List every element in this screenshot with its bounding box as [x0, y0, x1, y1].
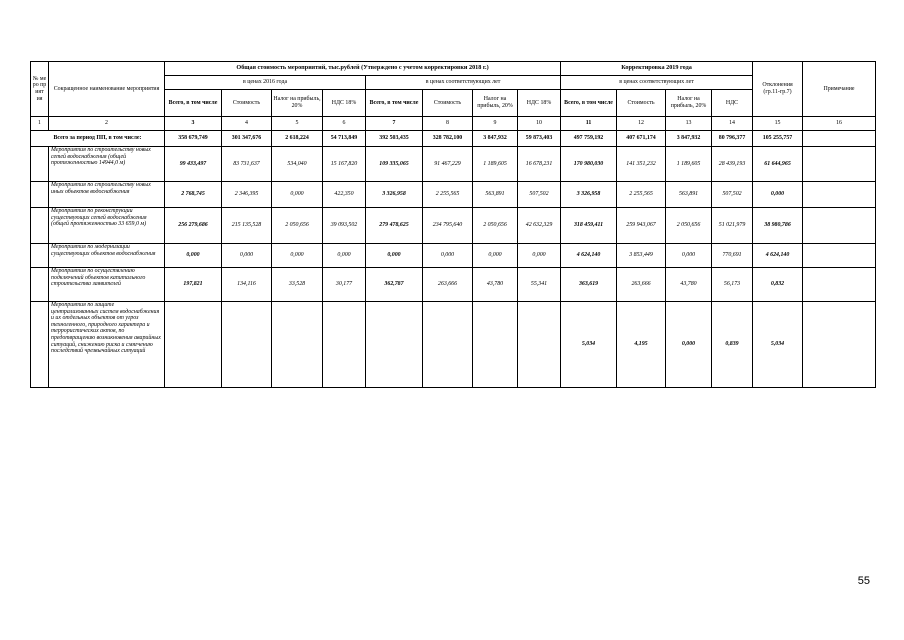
value-cell: 263,666 — [423, 268, 473, 302]
value-cell: 363,619 — [561, 268, 617, 302]
value-cell — [803, 208, 876, 244]
value-cell: 42 632,329 — [518, 208, 561, 244]
value-cell: 362,787 — [366, 268, 423, 302]
total-value-cell: 358 679,749 — [165, 131, 222, 147]
value-cell: 215 135,528 — [222, 208, 272, 244]
value-cell: 0,839 — [712, 302, 753, 388]
value-cell: 0,000 — [423, 244, 473, 268]
row-number-cell — [31, 182, 49, 208]
value-cell: 2 255,565 — [617, 182, 666, 208]
row-name-cell: Мероприятия по строительству новых сетей водоснабжения (общей протяженностью 14944,0 м) — [49, 147, 165, 182]
value-cell: 563,891 — [473, 182, 518, 208]
table-row — [31, 147, 876, 182]
value-cell: 0,000 — [666, 302, 712, 388]
value-cell: 0,000 — [323, 244, 366, 268]
value-cell: 0,000 — [753, 182, 803, 208]
value-cell: 4 624,140 — [561, 244, 617, 268]
row-number-cell — [31, 268, 49, 302]
value-cell: 2 255,565 — [423, 182, 473, 208]
table-row — [31, 182, 876, 208]
value-cell: 1 189,605 — [473, 147, 518, 182]
row-number-cell — [31, 147, 49, 182]
row-name-cell: Мероприятия по осуществлению подключений объектов капитального строительства заявителей — [49, 268, 165, 302]
value-cell: 1 189,605 — [666, 147, 712, 182]
row-name-cell: Мероприятия по строительству новых иных объектов водоснабжения — [49, 182, 165, 208]
value-cell: 2 050,656 — [666, 208, 712, 244]
column-number-cell: 14 — [712, 117, 753, 131]
value-cell: 256 279,686 — [165, 208, 222, 244]
page-number: 55 — [857, 575, 870, 587]
value-cell: 263,666 — [617, 268, 666, 302]
value-cell: 0,000 — [165, 244, 222, 268]
value-cell — [473, 302, 518, 388]
header-approved: Общая стоимость мероприятий, тыс.рублей (Утверждено с учетом корректировки 2018 г.) — [165, 62, 561, 76]
value-cell: 91 467,229 — [423, 147, 473, 182]
value-cell: 0,000 — [473, 244, 518, 268]
value-cell: 55,341 — [518, 268, 561, 302]
value-cell: 0,000 — [272, 182, 323, 208]
column-number-cell: 6 — [323, 117, 366, 131]
value-cell: 30,177 — [323, 268, 366, 302]
value-cell: 259 943,067 — [617, 208, 666, 244]
value-cell: 0,000 — [518, 244, 561, 268]
total-value-cell: 54 713,849 — [323, 131, 366, 147]
subheader-cell: НДС — [712, 90, 753, 117]
value-cell: 38 980,786 — [753, 208, 803, 244]
value-cell: 4 624,140 — [753, 244, 803, 268]
value-cell: 563,891 — [666, 182, 712, 208]
value-cell: 3 326,958 — [366, 182, 423, 208]
column-number-cell: 5 — [272, 117, 323, 131]
value-cell: 33,528 — [272, 268, 323, 302]
header-name: Сокращенное наименование мероприятия — [49, 62, 165, 117]
value-cell — [803, 244, 876, 268]
column-number-cell: 15 — [753, 117, 803, 131]
column-number-cell: 13 — [666, 117, 712, 131]
column-number-cell: 1 — [31, 117, 49, 131]
value-cell — [803, 268, 876, 302]
column-number-cell: 12 — [617, 117, 666, 131]
value-cell: 5,034 — [561, 302, 617, 388]
total-value-cell: 2 618,224 — [272, 131, 323, 147]
header-prices-2016: в ценах 2016 года — [165, 76, 366, 90]
subheader-cell: Налог на прибыль, 20% — [473, 90, 518, 117]
value-cell — [323, 302, 366, 388]
column-number-cell: 16 — [803, 117, 876, 131]
value-cell: 507,502 — [518, 182, 561, 208]
column-number-cell: 11 — [561, 117, 617, 131]
value-cell: 4,195 — [617, 302, 666, 388]
subheader-cell: Налог на прибыль, 20% — [272, 90, 323, 117]
total-value-cell: 105 255,757 — [753, 131, 803, 147]
value-cell: 56,173 — [712, 268, 753, 302]
value-cell: 507,502 — [712, 182, 753, 208]
table-row — [31, 244, 876, 268]
total-label: Всего за период ПП, в том числе: — [31, 131, 165, 147]
total-value-cell: 407 671,174 — [617, 131, 666, 147]
subheader-cell: Стоимость — [423, 90, 473, 117]
value-cell: 279 478,625 — [366, 208, 423, 244]
value-cell: 43,780 — [473, 268, 518, 302]
header-correction: Корректировка 2019 года — [561, 62, 753, 76]
column-number-cell: 9 — [473, 117, 518, 131]
row-number-cell — [31, 302, 49, 388]
row-name-cell: Мероприятия по модернизации существующих объектов водоснабжения — [49, 244, 165, 268]
total-value-cell: 328 782,100 — [423, 131, 473, 147]
value-cell: 234 795,640 — [423, 208, 473, 244]
row-number-cell — [31, 244, 49, 268]
value-cell: 0,000 — [222, 244, 272, 268]
value-cell: 2 768,745 — [165, 182, 222, 208]
table-row — [31, 208, 876, 244]
row-number-cell — [31, 208, 49, 244]
value-cell: 3 326,958 — [561, 182, 617, 208]
value-cell: 134,116 — [222, 268, 272, 302]
table-row — [31, 302, 876, 388]
total-value-cell: 392 503,435 — [366, 131, 423, 147]
value-cell: 51 021,979 — [712, 208, 753, 244]
value-cell: 2 050,656 — [473, 208, 518, 244]
column-number-cell: 2 — [49, 117, 165, 131]
column-number-cell: 3 — [165, 117, 222, 131]
column-number-cell: 7 — [366, 117, 423, 131]
total-value-cell: 497 759,192 — [561, 131, 617, 147]
value-cell: 170 980,030 — [561, 147, 617, 182]
value-cell — [222, 302, 272, 388]
value-cell — [272, 302, 323, 388]
total-value-cell: 59 873,403 — [518, 131, 561, 147]
value-cell: 2 050,656 — [272, 208, 323, 244]
value-cell: 141 351,232 — [617, 147, 666, 182]
total-value-cell — [803, 131, 876, 147]
value-cell: 3 853,449 — [617, 244, 666, 268]
value-cell — [803, 147, 876, 182]
value-cell: 2 346,395 — [222, 182, 272, 208]
subheader-cell: Всего, в том числе — [561, 90, 617, 117]
total-value-cell: 3 847,932 — [473, 131, 518, 147]
column-number-cell: 4 — [222, 117, 272, 131]
total-value-cell: 3 847,932 — [666, 131, 712, 147]
value-cell: 28 439,193 — [712, 147, 753, 182]
header-prices-current-1: в ценах соответствующих лет — [366, 76, 561, 90]
value-cell — [366, 302, 423, 388]
subheader-cell: Всего, в том числе — [165, 90, 222, 117]
value-cell: 61 644,965 — [753, 147, 803, 182]
value-cell: 318 459,411 — [561, 208, 617, 244]
subheader-cell: НДС 18% — [323, 90, 366, 117]
value-cell — [518, 302, 561, 388]
subheader-cell: Всего, в том числе — [366, 90, 423, 117]
value-cell: 770,691 — [712, 244, 753, 268]
subheader-cell: Налог на прибыль, 20% — [666, 90, 712, 117]
value-cell — [803, 302, 876, 388]
subheader-cell: Стоимость — [222, 90, 272, 117]
value-cell: 534,040 — [272, 147, 323, 182]
value-cell: 15 167,820 — [323, 147, 366, 182]
subheader-cell: Стоимость — [617, 90, 666, 117]
value-cell: 83 731,637 — [222, 147, 272, 182]
value-cell: 0,832 — [753, 268, 803, 302]
value-cell: 0,000 — [366, 244, 423, 268]
value-cell — [803, 182, 876, 208]
value-cell: 0,000 — [666, 244, 712, 268]
header-number: № ме ро пр ият ия — [31, 62, 49, 117]
value-cell — [423, 302, 473, 388]
subheader-cell: НДС 18% — [518, 90, 561, 117]
value-cell — [165, 302, 222, 388]
total-value-cell: 80 796,377 — [712, 131, 753, 147]
value-cell: 16 678,231 — [518, 147, 561, 182]
column-number-cell: 8 — [423, 117, 473, 131]
value-cell: 43,780 — [666, 268, 712, 302]
value-cell: 39 093,502 — [323, 208, 366, 244]
header-note: Примечание — [803, 62, 876, 117]
column-number-cell: 10 — [518, 117, 561, 131]
value-cell: 5,034 — [753, 302, 803, 388]
header-prices-current-2: в ценах соответствующих лет — [561, 76, 753, 90]
value-cell: 99 433,497 — [165, 147, 222, 182]
header-deviation: Отклонения (гр.11-гр.7) — [753, 62, 803, 117]
table-row — [31, 268, 876, 302]
value-cell: 422,350 — [323, 182, 366, 208]
row-name-cell: Мероприятия по реконструкции существующих сетей водоснабжения (общей протяженностью 33 659,0 м) — [49, 208, 165, 244]
investment-program-table — [30, 61, 876, 388]
value-cell: 197,821 — [165, 268, 222, 302]
value-cell: 0,000 — [272, 244, 323, 268]
total-value-cell: 301 347,676 — [222, 131, 272, 147]
value-cell: 109 335,065 — [366, 147, 423, 182]
row-name-cell: Мероприятия по защите централизованных систем водоснабжения и их отдельных объектов от угроз техногенного, природного характера и террористических актов, по предотвращению возникновения аварийных ситуаций, снижению риска и смягчению последствий чрезвычайных ситуаций — [49, 302, 165, 388]
